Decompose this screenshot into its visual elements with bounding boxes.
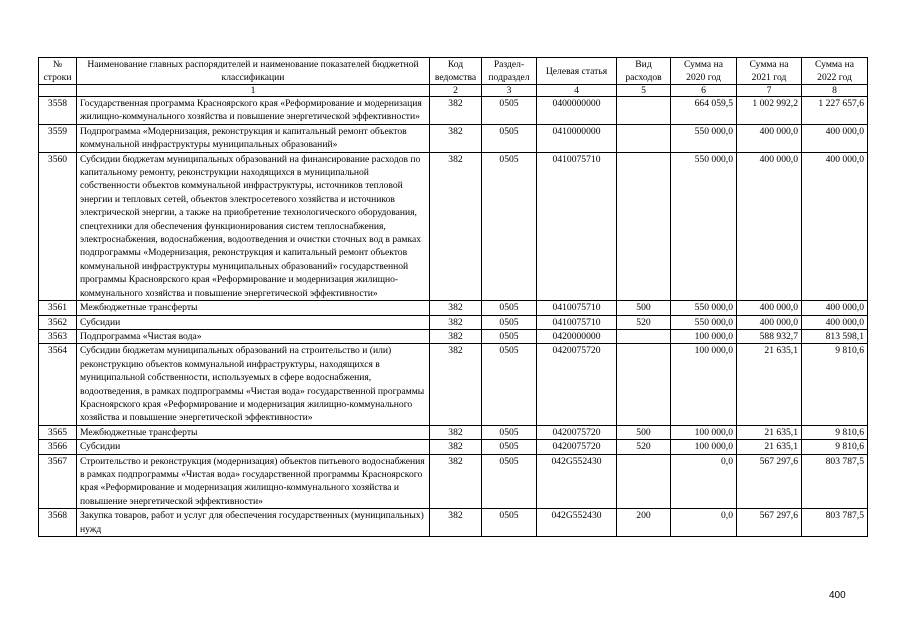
header-sum2022: Сумма на 2022 год <box>802 58 868 85</box>
row-number: 3564 <box>39 344 77 425</box>
index-cell: 1 <box>77 85 430 97</box>
row-number: 3561 <box>39 301 77 315</box>
header-row <box>39 58 868 85</box>
row-sum2020: 550 000,0 <box>671 124 737 152</box>
table-row <box>39 509 868 537</box>
row-type: 500 <box>617 425 671 439</box>
row-name: Межбюджетные трансферты <box>77 301 430 315</box>
row-sum2020: 100 000,0 <box>671 425 737 439</box>
header-type: Вид расходов <box>617 58 671 85</box>
row-sum2022: 400 000,0 <box>802 301 868 315</box>
row-code: 382 <box>430 329 482 343</box>
table-row <box>39 301 868 315</box>
row-sum2022: 9 810,6 <box>802 425 868 439</box>
row-code: 382 <box>430 301 482 315</box>
row-name: Субсидии бюджетам муниципальных образований на строительство и (или) реконструкцию объектов коммунальной инфраструктуры, находящихся в муниципальной собственности, используемых в сфере водоснабжения, водоотведения, в рамках подпрограммы «Чистая вода» государственной программы Красноярского края «Реформирование и модернизация жилищно-коммунального хозяйства и повышение энергетической эффективности» <box>77 344 430 425</box>
row-number: 3565 <box>39 425 77 439</box>
row-name: Подпрограмма «Чистая вода» <box>77 329 430 343</box>
row-sum2022: 400 000,0 <box>802 315 868 329</box>
header-name: Наименование главных распорядителей и наименование показателей бюджетной классификации <box>77 58 430 85</box>
row-name: Закупка товаров, работ и услуг для обеспечения государственных (муниципальных) нужд <box>77 509 430 537</box>
row-name: Государственная программа Красноярского края «Реформирование и модернизация жилищно-коммунального хозяйства и повышение энергетической эффективности» <box>77 97 430 125</box>
row-type <box>617 454 671 509</box>
row-type <box>617 152 671 300</box>
row-type: 520 <box>617 440 671 454</box>
row-type: 500 <box>617 301 671 315</box>
index-cell: 6 <box>671 85 737 97</box>
table-row <box>39 440 868 454</box>
budget-table <box>38 57 868 537</box>
table-row <box>39 454 868 509</box>
row-number: 3567 <box>39 454 77 509</box>
row-section: 0505 <box>482 124 537 152</box>
row-name: Подпрограмма «Модернизация, реконструкция и капитальный ремонт объектов коммунальной инфраструктуры муниципальных образований» <box>77 124 430 152</box>
header-sum2020: Сумма на 2020 год <box>671 58 737 85</box>
row-target: 0410075710 <box>537 301 617 315</box>
row-section: 0505 <box>482 315 537 329</box>
row-number: 3559 <box>39 124 77 152</box>
row-name: Субсидии бюджетам муниципальных образований на финансирование расходов по капитальному ремонту, реконструкции находящихся в муниципальной собственности объектов коммунальной инфраструктуры, источников тепловой энергии и тепловых сетей, объектов электросетевого хозяйства и источников электрической энергии, а также на приобретение технологического оборудования, спецтехники для обеспечения функционирования систем теплоснабжения, электроснабжения, водоснабжения, водоотведения и очистки сточных вод в рамках подпрограммы «Модернизация, реконструкция и капитальный ремонт объектов коммунальной инфраструктуры муниципальных образований» государственной программы Красноярского края «Реформирование и модернизация жилищно-коммунального хозяйства и повышение энергетической эффективности» <box>77 152 430 300</box>
row-code: 382 <box>430 124 482 152</box>
row-target: 0410075710 <box>537 152 617 300</box>
row-sum2020: 550 000,0 <box>671 152 737 300</box>
row-sum2020: 550 000,0 <box>671 301 737 315</box>
row-type <box>617 344 671 425</box>
row-type: 520 <box>617 315 671 329</box>
row-number: 3558 <box>39 97 77 125</box>
row-sum2021: 400 000,0 <box>737 301 802 315</box>
row-section: 0505 <box>482 425 537 439</box>
row-target: 0420075720 <box>537 425 617 439</box>
row-name: Субсидии <box>77 440 430 454</box>
page-number: 400 <box>829 590 846 601</box>
row-code: 382 <box>430 152 482 300</box>
row-section: 0505 <box>482 454 537 509</box>
row-sum2020: 0,0 <box>671 509 737 537</box>
row-sum2022: 9 810,6 <box>802 440 868 454</box>
row-sum2021: 400 000,0 <box>737 124 802 152</box>
row-sum2020: 664 059,5 <box>671 97 737 125</box>
table-row <box>39 329 868 343</box>
row-sum2020: 550 000,0 <box>671 315 737 329</box>
row-number: 3568 <box>39 509 77 537</box>
row-sum2022: 803 787,5 <box>802 509 868 537</box>
row-sum2022: 803 787,5 <box>802 454 868 509</box>
row-sum2021: 21 635,1 <box>737 440 802 454</box>
header-sum2021: Сумма на 2021 год <box>737 58 802 85</box>
row-section: 0505 <box>482 301 537 315</box>
row-sum2020: 100 000,0 <box>671 440 737 454</box>
index-cell: 5 <box>617 85 671 97</box>
row-sum2021: 400 000,0 <box>737 152 802 300</box>
row-sum2021: 400 000,0 <box>737 315 802 329</box>
row-type: 200 <box>617 509 671 537</box>
row-number: 3566 <box>39 440 77 454</box>
row-target: 042G552430 <box>537 454 617 509</box>
row-sum2022: 813 598,1 <box>802 329 868 343</box>
column-index-row <box>39 85 868 97</box>
row-section: 0505 <box>482 97 537 125</box>
row-sum2021: 1 002 992,2 <box>737 97 802 125</box>
row-sum2020: 0,0 <box>671 454 737 509</box>
index-cell: 2 <box>430 85 482 97</box>
header-no: № строки <box>39 58 77 85</box>
row-sum2021: 567 297,6 <box>737 454 802 509</box>
row-section: 0505 <box>482 440 537 454</box>
row-name: Межбюджетные трансферты <box>77 425 430 439</box>
row-number: 3562 <box>39 315 77 329</box>
row-target: 042G552430 <box>537 509 617 537</box>
row-code: 382 <box>430 315 482 329</box>
header-code: Код ведомства <box>430 58 482 85</box>
row-target: 0420075720 <box>537 440 617 454</box>
table-row <box>39 315 868 329</box>
row-target: 0410000000 <box>537 124 617 152</box>
row-name: Строительство и реконструкция (модернизация) объектов питьевого водоснабжения в рамках подпрограммы «Чистая вода» государственной программы Красноярского края «Реформирование и модернизация жилищно-коммунального хозяйства и повышение энергетической эффективности» <box>77 454 430 509</box>
row-type <box>617 329 671 343</box>
row-section: 0505 <box>482 509 537 537</box>
row-section: 0505 <box>482 152 537 300</box>
table-row <box>39 124 868 152</box>
row-type <box>617 97 671 125</box>
row-sum2020: 100 000,0 <box>671 344 737 425</box>
table-row <box>39 425 868 439</box>
row-code: 382 <box>430 344 482 425</box>
row-code: 382 <box>430 454 482 509</box>
row-sum2022: 1 227 657,6 <box>802 97 868 125</box>
row-type <box>617 124 671 152</box>
row-number: 3560 <box>39 152 77 300</box>
row-sum2021: 21 635,1 <box>737 344 802 425</box>
row-sum2021: 588 932,7 <box>737 329 802 343</box>
row-name: Субсидии <box>77 315 430 329</box>
row-code: 382 <box>430 440 482 454</box>
row-section: 0505 <box>482 344 537 425</box>
row-target: 0410075710 <box>537 315 617 329</box>
row-sum2021: 21 635,1 <box>737 425 802 439</box>
header-section: Раздел-подраздел <box>482 58 537 85</box>
index-blank <box>39 85 77 97</box>
header-target: Целевая статья <box>537 58 617 85</box>
table-row <box>39 152 868 300</box>
row-sum2022: 9 810,6 <box>802 344 868 425</box>
row-sum2020: 100 000,0 <box>671 329 737 343</box>
index-cell: 4 <box>537 85 617 97</box>
row-code: 382 <box>430 509 482 537</box>
row-sum2021: 567 297,6 <box>737 509 802 537</box>
row-code: 382 <box>430 97 482 125</box>
row-target: 0400000000 <box>537 97 617 125</box>
row-number: 3563 <box>39 329 77 343</box>
row-target: 0420000000 <box>537 329 617 343</box>
index-cell: 8 <box>802 85 868 97</box>
row-target: 0420075720 <box>537 344 617 425</box>
row-section: 0505 <box>482 329 537 343</box>
table-row <box>39 97 868 125</box>
row-code: 382 <box>430 425 482 439</box>
row-sum2022: 400 000,0 <box>802 124 868 152</box>
table-row <box>39 344 868 425</box>
index-cell: 3 <box>482 85 537 97</box>
row-sum2022: 400 000,0 <box>802 152 868 300</box>
index-cell: 7 <box>737 85 802 97</box>
